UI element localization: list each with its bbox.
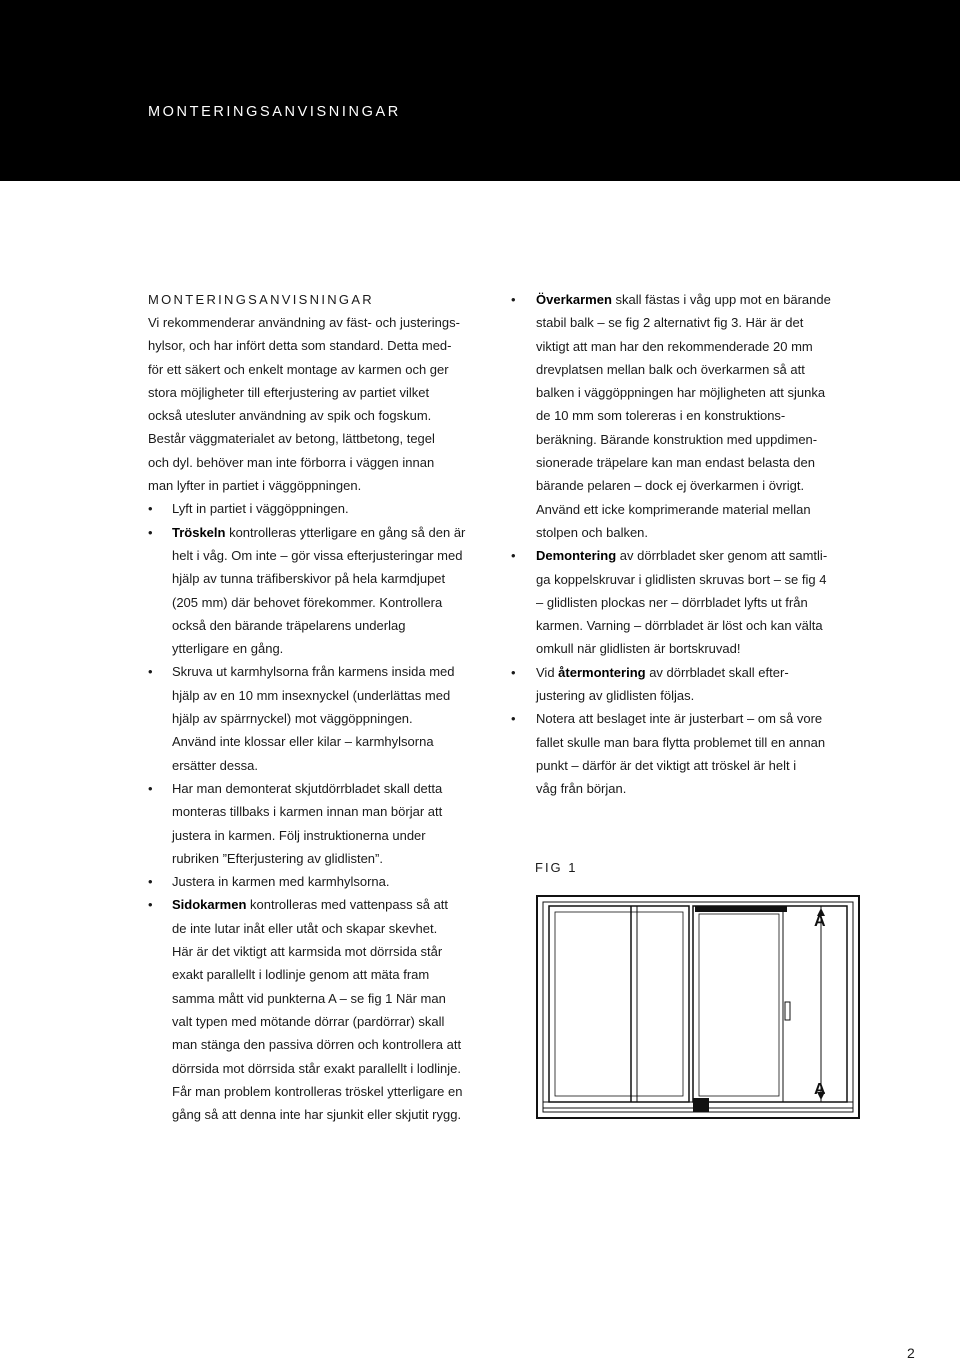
list-line: ga koppelskruvar i glidlisten skruvas bort – se fig 4 — [536, 571, 827, 587]
list-line: • Justera in karmen med karmhylsorna. — [172, 874, 390, 890]
intro-line: hylsor, och har infört detta som standard. Detta med- — [148, 338, 452, 354]
list-line-rest: kontrolleras med vattenpass så att — [246, 897, 449, 913]
list-line: • Lyft in partiet i väggöppningen. — [172, 501, 349, 517]
list-line: sionerade träpelare kan man endast belasta den — [536, 455, 815, 471]
left-column — [148, 288, 498, 1126]
list-line-rest: kontrolleras ytterligare en gång så den är — [225, 524, 466, 540]
list-line: hjälp av tunna träfiberskivor på hela karmdjupet — [172, 571, 446, 587]
threshold-block — [693, 1098, 709, 1112]
list-line-first — [172, 521, 498, 544]
list-line-first — [536, 544, 871, 567]
list-line: • Har man demonterat skjutdörrbladet skall detta — [172, 780, 443, 796]
figure-label: FIG 1 — [535, 860, 578, 875]
list-item — [148, 870, 498, 893]
instruction-list — [511, 288, 871, 801]
list-line: valt typen med mötande dörrar (pardörrar) skall — [172, 1013, 445, 1029]
intro-line: också utesluter användning av spik och fogskum. — [148, 408, 432, 424]
list-line-rest: av dörrbladet sker genom att samtli- — [616, 548, 828, 564]
list-line: rubriken ”Efterjustering av glidlisten”. — [172, 850, 383, 866]
list-line-rest: av dörrbladet skall efter- — [645, 664, 789, 680]
header-bar — [0, 0, 960, 181]
list-line-first — [536, 288, 871, 311]
list-line: de 10 mm som tolereras i en konstruktions- — [536, 408, 786, 424]
top-rail — [695, 906, 787, 912]
intro-line: Vi rekommenderar användning av fäst- och justerings- — [148, 315, 460, 330]
list-line: Använd ett icke komprimerande material mellan — [536, 501, 811, 517]
list-line: justering av glidlisten följas. — [536, 688, 695, 704]
sliding-door-drawing — [535, 882, 865, 1122]
list-line: våg från början. — [536, 781, 627, 797]
frame-outer — [537, 896, 859, 1118]
list-line-first — [536, 661, 871, 684]
list-line-rest: skall fästas i våg upp mot en bärande — [611, 292, 831, 307]
list-item — [148, 893, 498, 1126]
instruction-list — [148, 497, 498, 1126]
list-line: helt i våg. Om inte – gör vissa efterjusteringar med — [172, 547, 463, 563]
keyword: Sidokarmen — [172, 897, 247, 913]
list-line: de inte lutar inåt eller utåt och skapar skevhet. — [172, 920, 438, 936]
header-title: MONTERINGSANVISNINGAR — [148, 104, 401, 120]
marker-a-bottom: A — [814, 1081, 826, 1098]
list-line: bärande pelaren – dock ej överkarmen i övrigt. — [536, 478, 805, 494]
list-line: hjälp av spärrnyckel) mot väggöppningen. — [172, 711, 413, 727]
list-line: man stänga den passiva dörren och kontrollera att — [172, 1037, 462, 1053]
intro-line: och dyl. behöver man inte förborra i väggen innan — [148, 454, 435, 470]
list-line: fallet skulle man bara flytta problemet till en annan — [536, 734, 826, 750]
list-line: hjälp av en 10 mm insexnyckel (underlättas med — [172, 687, 451, 703]
door-handle — [785, 1002, 790, 1020]
list-line: monteras tillbaks i karmen innan man börjar att — [172, 804, 443, 820]
list-line: stabil balk – se fig 2 alternativt fig 3. Här är det — [536, 315, 804, 331]
list-line: omkull när glidlisten är bortskruvad! — [536, 641, 741, 657]
list-line-first: • Notera att beslaget inte är justerbart – om så vore — [536, 711, 823, 727]
list-line: – glidlisten plockas ner – dörrbladet lyfts ut från — [536, 594, 808, 610]
list-line: beräkning. Bärande konstruktion med uppdimen- — [536, 431, 818, 447]
keyword: Överkarmen — [536, 292, 612, 307]
list-line: stolpen och balken. — [536, 524, 649, 540]
list-line: också den bärande träpelarens underlag — [172, 617, 406, 633]
page-number: 2 — [907, 1345, 915, 1361]
intro-paragraph — [148, 311, 498, 497]
list-line: Använd inte klossar eller kilar – karmhylsorna — [172, 734, 434, 750]
list-line: justera in karmen. Följ instruktionerna under — [172, 827, 426, 843]
list-item — [148, 777, 498, 870]
list-item — [511, 661, 871, 708]
list-line: Här är det viktigt att karmsida mot dörrsida står — [172, 944, 443, 960]
sliding-door-figure — [535, 882, 865, 1122]
list-item — [148, 497, 498, 520]
intro-line: man lyfter in partiet i väggöppningen. — [148, 478, 362, 494]
list-line-first — [172, 893, 498, 916]
list-item — [148, 660, 498, 776]
list-line: drevplatsen mellan balk och överkarmen så att — [536, 361, 805, 377]
list-item — [511, 288, 871, 544]
section-title: MONTERINGSANVISNINGAR — [148, 292, 374, 307]
right-column — [511, 288, 871, 801]
list-line: • Skruva ut karmhylsorna från karmens insida med — [172, 664, 455, 680]
list-line: ersätter dessa. — [172, 757, 258, 773]
list-line: karmen. Varning – dörrbladet är löst och kan välta — [536, 618, 823, 634]
keyword: Demontering — [536, 548, 617, 564]
list-line: dörrsida mot dörrsida står exakt parallellt i lodlinje. — [172, 1060, 462, 1076]
intro-line: stora möjligheter till efterjustering av partiet vilket — [148, 384, 430, 400]
list-line: exakt parallellt i lodlinje genom att mäta fram — [172, 967, 430, 983]
intro-line: Består väggmaterialet av betong, lättbetong, tegel — [148, 431, 435, 447]
keyword: återmontering — [558, 664, 646, 680]
intro-line: för ett säkert och enkelt montage av karmen och ger — [148, 361, 449, 377]
list-line: punkt – därför är det viktigt att tröskel är helt i — [536, 757, 797, 773]
list-item — [511, 544, 871, 660]
list-line-prefix: Vid — [536, 664, 559, 680]
list-item — [148, 521, 498, 661]
list-item — [511, 707, 871, 800]
marker-a-top: A — [814, 913, 826, 930]
list-line: viktigt att man har den rekommenderade 20 mm — [536, 338, 813, 354]
list-line: balken i väggöppningen har möjligheten att sjunka — [536, 385, 826, 401]
list-line: Får man problem kontrolleras tröskel ytterligare en — [172, 1083, 463, 1099]
list-line: samma mått vid punkterna A – se fig 1 När man — [172, 990, 446, 1006]
list-line: (205 mm) där behovet förekommer. Kontrollera — [172, 594, 443, 610]
keyword: Tröskeln — [172, 524, 226, 540]
list-line: ytterligare en gång. — [172, 641, 284, 657]
list-line: gång så att denna inte har sjunkit eller skjutit rygg. — [172, 1107, 462, 1123]
